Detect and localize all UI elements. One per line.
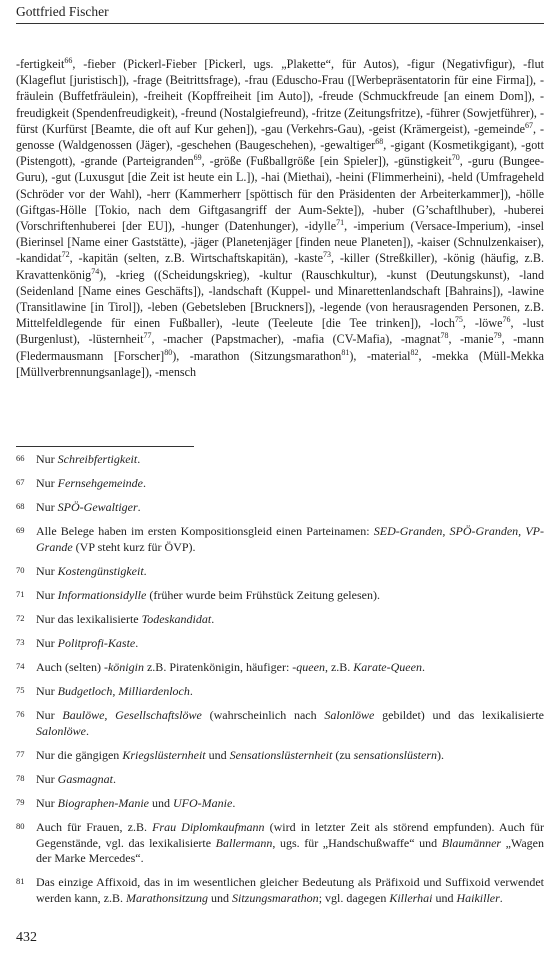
footnote-reference: 66 — [64, 55, 73, 65]
footnote-text — [36, 588, 544, 604]
text-run: , -macher (Papstmacher), -mafia (CV-Mafia), -magnat — [151, 332, 441, 347]
text-run: Nur — [36, 476, 58, 491]
footnote — [16, 476, 544, 492]
text-run: , ugs. für „Handschußwaffe“ und — [272, 835, 442, 850]
text-run: Nur die gängigen — [36, 748, 123, 763]
footnote-number: 77 — [16, 749, 25, 760]
footnote-number: 71 — [16, 588, 25, 599]
footnote-reference: 71 — [336, 218, 345, 227]
text-run: , -imperium (Versace-Imperium), -insel (Bierinsel [Name einer Gaststätte), -jäger (Planetenjäger [finden neue Planeten]), -kaiser (Schnulzenkaiser), -kandidat — [16, 219, 544, 266]
footnote-number: 70 — [16, 564, 25, 575]
text-run: . — [232, 796, 236, 811]
footnote — [16, 612, 544, 628]
footnote-text — [36, 820, 544, 867]
text-run: Das einzige Affixoid, das in im wesentlichen gleicher Bedeutung als Präfixoid und Suffixoid verwendet werden kann, z.B. — [36, 875, 544, 905]
italic-term: Haikiller — [456, 890, 500, 905]
text-run: Auch (selten) — [36, 660, 104, 675]
footnote-reference: 70 — [451, 153, 460, 163]
text-run: , -guru (Bungee-Guru), -gut (Luxusgut [die Zeit ist heute ein L.]), -hai (Miethai), -heini (Flimmerheini), -held (Umfrageheld (Schröder vor der Wahl), -herr (Kammerherr [spöttisch für den Präsidenten der Arbeiterkammer]), -hölle (Giftgas-Hölle [Tokio, nach dem Giftgasangriff der Aum-Sekte]), -huber (G’schaftlhuber), -huberei (Vorschriftenhuberei [der EU]), -hunger (Datenhunger), -idylle — [16, 154, 545, 234]
footnote-reference: 74 — [91, 266, 100, 276]
italic-term: sensationslüstern — [353, 748, 437, 763]
text-run: . — [211, 612, 215, 627]
running-header-author: Gottfried Fischer — [16, 4, 109, 19]
text-run: z.B. Piratenkönigin, häufiger: — [143, 660, 293, 675]
text-run: ), -marathon (Sitzungsmarathon — [172, 348, 342, 363]
italic-term: -königin — [103, 660, 144, 675]
italic-term: Schreibfertigkeit — [57, 452, 138, 466]
footnote-reference: 67 — [525, 120, 534, 130]
text-run: ), -material — [349, 348, 411, 363]
italic-term: Ballermann — [215, 835, 273, 850]
footnote-separator — [16, 446, 194, 447]
text-run: . — [499, 890, 503, 905]
italic-term: Todeskandidat — [141, 612, 212, 627]
footnote-text — [36, 708, 544, 739]
text-run: Nur — [36, 587, 58, 602]
footnote-number: 80 — [16, 821, 25, 832]
text-run: . — [189, 684, 193, 699]
text-run: (zu — [332, 748, 354, 763]
text-run: , -größe (Fußballgröße [ein Spieler]), -günstigkeit — [201, 154, 452, 169]
italic-term: Biographen-Manie — [57, 796, 149, 811]
footnote — [16, 748, 544, 764]
text-run: Nur — [36, 772, 58, 787]
italic-term: Baulöwe, Gesellschaftslöwe — [62, 708, 202, 723]
text-run: und — [148, 796, 173, 811]
italic-term: Blaumänner — [441, 835, 502, 850]
footnote-number: 81 — [16, 876, 25, 887]
text-run: , -kapitän (selten, z.B. Wirtschaftskapitän), -kaste — [69, 251, 323, 266]
footnote-reference: 79 — [493, 331, 502, 341]
footnote-text — [36, 476, 544, 492]
footnote-number: 72 — [16, 613, 25, 624]
footnote-reference: 68 — [375, 136, 384, 146]
italic-term: Salonlöwe — [324, 708, 375, 723]
footnote-text — [36, 660, 544, 676]
text-run: ), -krieg ((Scheidungskrieg), -kultur (Rauschkultur), -kunst (Deutungskunst), -land (Seidenland [Name eines Geschäfts]), -landschaft (Kuppel- und Minarettenlandschaft [Bahrains]), -lawine (Transitlawine [in Tirol]), -leben (Gebetsleben [Bruckners]), -legende (von herausragenden Personen, z.B. Mittelfeldlegende für einen Fußballer), -leute (Teeleute [die Tee trinken]), -loch — [16, 267, 544, 331]
italic-term: Budgetloch, Milliardenloch — [57, 684, 190, 699]
footnote — [16, 636, 544, 652]
footnote-text — [36, 452, 544, 468]
footnote-reference: 77 — [143, 331, 152, 341]
italic-term: Marathonsitzung — [125, 890, 208, 905]
footnote — [16, 564, 544, 580]
text-run: , -mann (Fledermausmann [Forscher] — [16, 332, 544, 363]
text-run: . — [143, 563, 147, 578]
text-run: und — [432, 890, 457, 905]
text-run: Nur — [36, 636, 58, 651]
text-run: Nur — [36, 563, 58, 578]
footnote-number: 76 — [16, 709, 25, 720]
text-run: . — [421, 660, 425, 675]
page-number: 432 — [16, 930, 37, 945]
italic-term: Killerhai — [389, 890, 433, 905]
footnote-text — [36, 796, 544, 812]
text-run: -fertigkeit — [16, 57, 65, 71]
text-run: . — [135, 636, 139, 651]
text-run: „Wagen der Marke Mercedes“. — [36, 835, 545, 866]
footnote — [16, 708, 544, 739]
text-run: , -killer (Streßkiller), -könig (häufig, z.B. Kravattenkönig — [16, 251, 544, 282]
text-run: gebildet) und das lexikalisierte — [374, 708, 544, 723]
footnote-reference: 72 — [61, 250, 70, 260]
text-run: , -manie — [448, 332, 494, 347]
text-run: Nur — [36, 684, 58, 699]
footnotes-section — [16, 452, 544, 915]
footnote-number: 66 — [16, 453, 25, 463]
footnote-reference: 76 — [502, 315, 511, 325]
running-header — [16, 4, 544, 24]
footnote-text — [36, 612, 544, 628]
text-run: Nur — [36, 796, 58, 811]
footnote — [16, 452, 544, 468]
footnote — [16, 660, 544, 676]
text-run: . — [137, 500, 141, 515]
footnote-number: 67 — [16, 477, 25, 488]
text-run: . — [137, 452, 141, 466]
text-run: , -gigant (Kosmetikgigant), -gott (Pistengott), -grande (Parteigranden — [16, 138, 544, 169]
text-run: . — [86, 723, 89, 738]
footnote — [16, 875, 544, 906]
italic-term: Kriegslüsternheit — [122, 748, 206, 763]
italic-term: Sitzungsmarathon — [232, 890, 319, 905]
footnote-number: 74 — [16, 661, 25, 672]
text-run: , -lust (Burgenlust), -lüsternheit — [16, 316, 544, 347]
footnote-text — [36, 684, 544, 700]
footnote-number: 68 — [16, 501, 25, 512]
footnote-text — [36, 564, 544, 580]
italic-term: -queen — [292, 660, 325, 675]
text-run: , z.B. — [324, 660, 354, 675]
text-run: , -genosse (Waldgenossen (Jäger), -geschehen (Baugeschehen), -gewaltiger — [16, 121, 544, 153]
text-run: Nur das lexikalisierte — [36, 612, 142, 627]
footnote-reference: 81 — [341, 347, 350, 357]
italic-term: SPÖ-Gewaltiger — [57, 500, 138, 515]
italic-term: UFO-Manie — [172, 796, 233, 811]
italic-term: Kostengünstigkeit — [57, 563, 144, 578]
footnote-reference: 80 — [164, 347, 173, 357]
text-run: (wird in letzter Zeit als störend empfunden). Auch für Gegenstände, vgl. das lexikalisierte — [36, 820, 545, 850]
italic-term: Gasmagnat — [57, 772, 114, 787]
footnote-number: 78 — [16, 773, 25, 784]
text-run: Alle Belege haben im ersten Kompositionsgleid einen Parteinamen: — [36, 524, 374, 539]
italic-term: SED-Granden, SPÖ-Granden, VP-Grande — [36, 524, 544, 554]
italic-term: Informationsidylle — [57, 587, 147, 602]
footnote — [16, 524, 544, 555]
italic-term: Sensationslüsternheit — [229, 748, 333, 763]
footnote-reference: 73 — [322, 250, 331, 260]
text-run: Nur — [36, 500, 58, 515]
footnote — [16, 500, 544, 516]
footnote — [16, 796, 544, 812]
footnote — [16, 820, 544, 867]
text-run: . — [142, 476, 146, 491]
footnote-text — [36, 524, 544, 555]
text-run: ). — [437, 748, 444, 763]
footnote — [16, 772, 544, 788]
footnote-text — [36, 636, 544, 652]
footnote-reference: 82 — [410, 347, 419, 357]
italic-term: Karate-Queen — [353, 660, 422, 675]
text-run: ; vgl. dagegen — [318, 890, 390, 905]
italic-term: Frau Diplomkaufmann — [152, 820, 265, 835]
text-run: . — [113, 772, 117, 787]
footnote-text — [36, 500, 544, 516]
text-run: (VP steht kurz für ÖVP). — [72, 539, 196, 554]
footnote-reference: 69 — [193, 153, 202, 163]
italic-term: Salonlöwe — [36, 723, 86, 738]
footnote-text — [36, 772, 544, 788]
text-run: Nur — [36, 708, 63, 723]
footnote-number: 75 — [16, 685, 25, 696]
footnote-number: 73 — [16, 637, 25, 648]
text-run: Nur — [36, 452, 58, 466]
italic-term: Fernsehgemeinde — [57, 476, 143, 491]
footnote-reference: 75 — [454, 315, 463, 325]
text-run: und — [205, 748, 230, 763]
text-run: , -löwe — [462, 316, 503, 331]
footnote-text — [36, 748, 544, 764]
text-run: und — [208, 890, 232, 905]
text-run: , -fieber (Pickerl-Fieber [Pickerl, ugs. „Plakette“, für Autos), -figur (Negativfigur), -flut (Klageflut [juristisch]), -frage (Beitrittsfrage), -frau (Eduscho-Frau ([Werbepräsentatorin für eine Firma]), -fräulein (Buffetfräulein), -freiheit (Kopffreiheit [im Auto]), -freude (Schmuckfreude [an einem Dom]), -freudigkeit (Spendenfreudigkeit), -freund (Nostalgiefreund), -fritze (Zeitungsfritze), -führer (Sowjetführer), -fürst (Kurfürst [Beamte, die oft auf Kur gehen]), -gau (Verkehrs-Gau), -geist (Krämergeist), -gemeinde — [16, 57, 544, 136]
footnote-number: 79 — [16, 797, 25, 808]
italic-term: Politprofi-Kaste — [57, 636, 136, 651]
text-run: Auch für Frauen, z.B. — [36, 820, 153, 835]
footnote-text — [36, 875, 544, 906]
footnote-number: 69 — [16, 525, 25, 536]
text-run: , -mekka (Müll-Mekka [Müllverbrennungsanlage]), -mensch — [16, 348, 544, 379]
footnote-reference: 78 — [440, 331, 449, 341]
footnote — [16, 588, 544, 604]
body-paragraph — [16, 56, 544, 380]
text-run: (früher wurde beim Frühstück Zeitung gelesen). — [146, 587, 380, 602]
footnote — [16, 684, 544, 700]
text-run: (wahrscheinlich nach — [201, 708, 325, 723]
